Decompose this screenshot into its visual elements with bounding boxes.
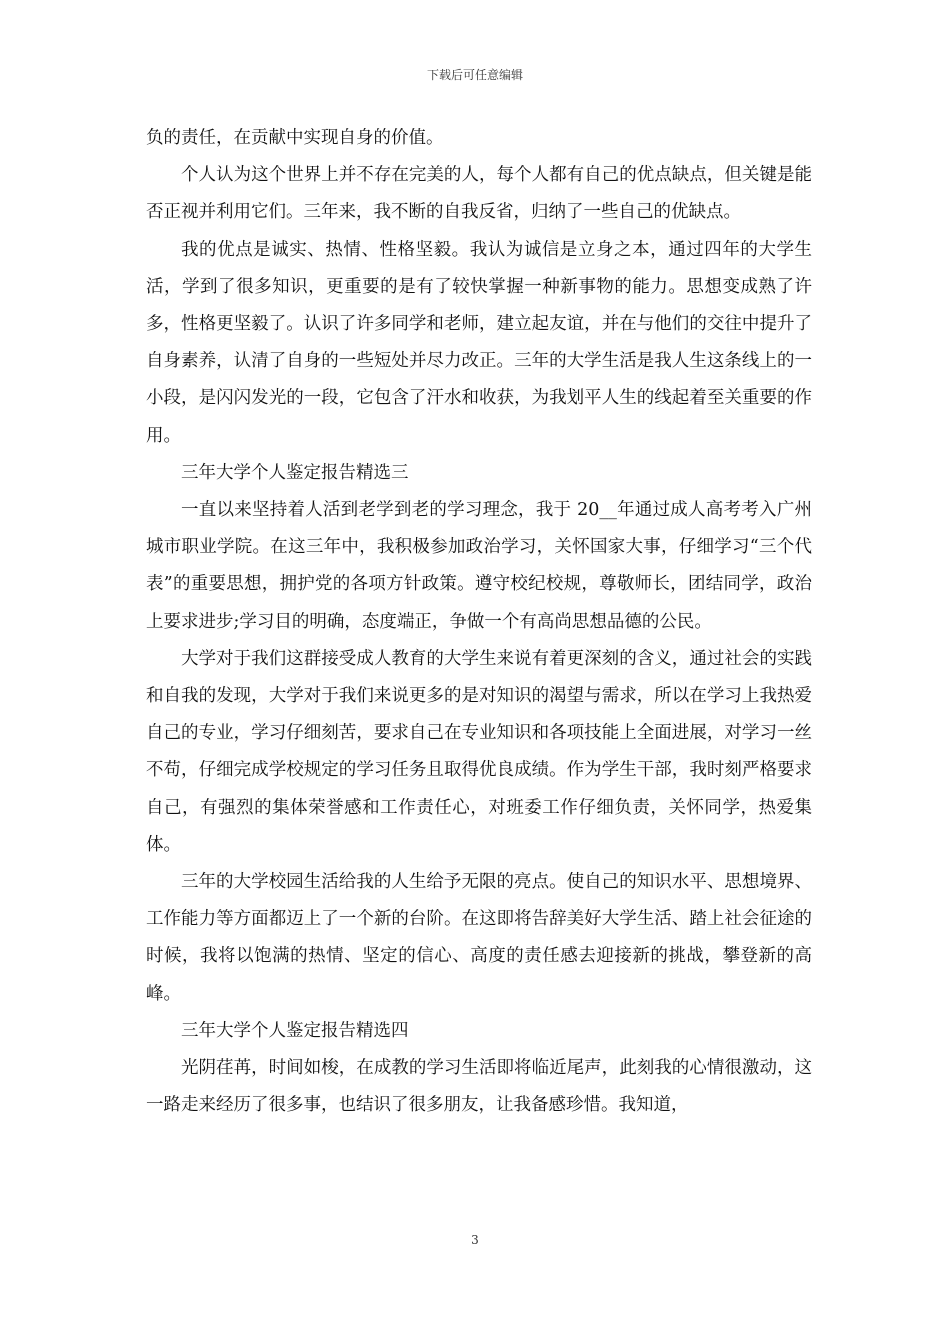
paragraph-2: 个人认为这个世界上并不存在完美的人，每个人都有自己的优点缺点，但关键是能否正视并利用它们。三年来，我不断的自我反省，归纳了一些自己的优缺点。 [146,165,812,223]
section-heading-4: 三年大学个人鉴定报告精选四 [181,1020,409,1041]
paragraph-4: 一直以来坚持着人活到老学到老的学习理念，我于 20__年通过成人高考考入广州城市职业学院。在这三年中，我积极参加政治学习，关怀国家大事，仔细学习“三个代表”的重要思想，拥护党的各项方针政策。遵守校纪校规，尊敬师长，团结同学，政治上要求进步;学习目的明确，态度端正，争做一个有高尚思想品德的公民。 [146,500,812,632]
page-header: 下载后可任意编辑 [426,68,523,82]
document-body [146,120,812,1124]
page-number: 3 [471,1233,479,1247]
section-heading-3: 三年大学个人鉴定报告精选三 [181,462,409,483]
paragraph-7: 光阴荏苒，时间如梭，在成教的学习生活即将临近尾声，此刻我的心情很激动，这一路走来经历了很多事，也结识了很多朋友，让我备感珍惜。我知道， [146,1058,812,1116]
paragraph-1: 负的责任，在贡献中实现自身的价值。 [146,128,444,148]
paragraph-6: 三年的大学校园生活给我的人生给予无限的亮点。使自己的知识水平、思想境界、工作能力等方面都迈上了一个新的台阶。在这即将告辞美好大学生活、踏上社会征途的时候，我将以饱满的热情、坚定的信心、高度的责任感去迎接新的挑战，攀登新的高峰。 [146,872,812,1004]
paragraph-5: 大学对于我们这群接受成人教育的大学生来说有着更深刻的含义，通过社会的实践和自我的发现，大学对于我们来说更多的是对知识的渴望与需求，所以在学习上我热爱自己的专业，学习仔细刻苦，要求自己在专业知识和各项技能上全面进展，对学习一丝不苟，仔细完成学校规定的学习任务且取得优良成绩。作为学生干部，我时刻严格要求自己，有强烈的集体荣誉感和工作责任心，对班委工作仔细负责，关怀同学，热爱集体。 [146,648,812,855]
paragraph-3: 我的优点是诚实、热情、性格坚毅。我认为诚信是立身之本，通过四年的大学生活，学到了很多知识，更重要的是有了较快掌握一种新事物的能力。思想变成熟了许多，性格更坚毅了。认识了许多同学和老师，建立起友谊，并在与他们的交往中提升了自身素养，认清了自身的一些短处并尽力改正。三年的大学生活是我人生这条线上的一小段，是闪闪发光的一段，它包含了汗水和收获，为我划平人生的线起着至关重要的作用。 [146,239,812,446]
